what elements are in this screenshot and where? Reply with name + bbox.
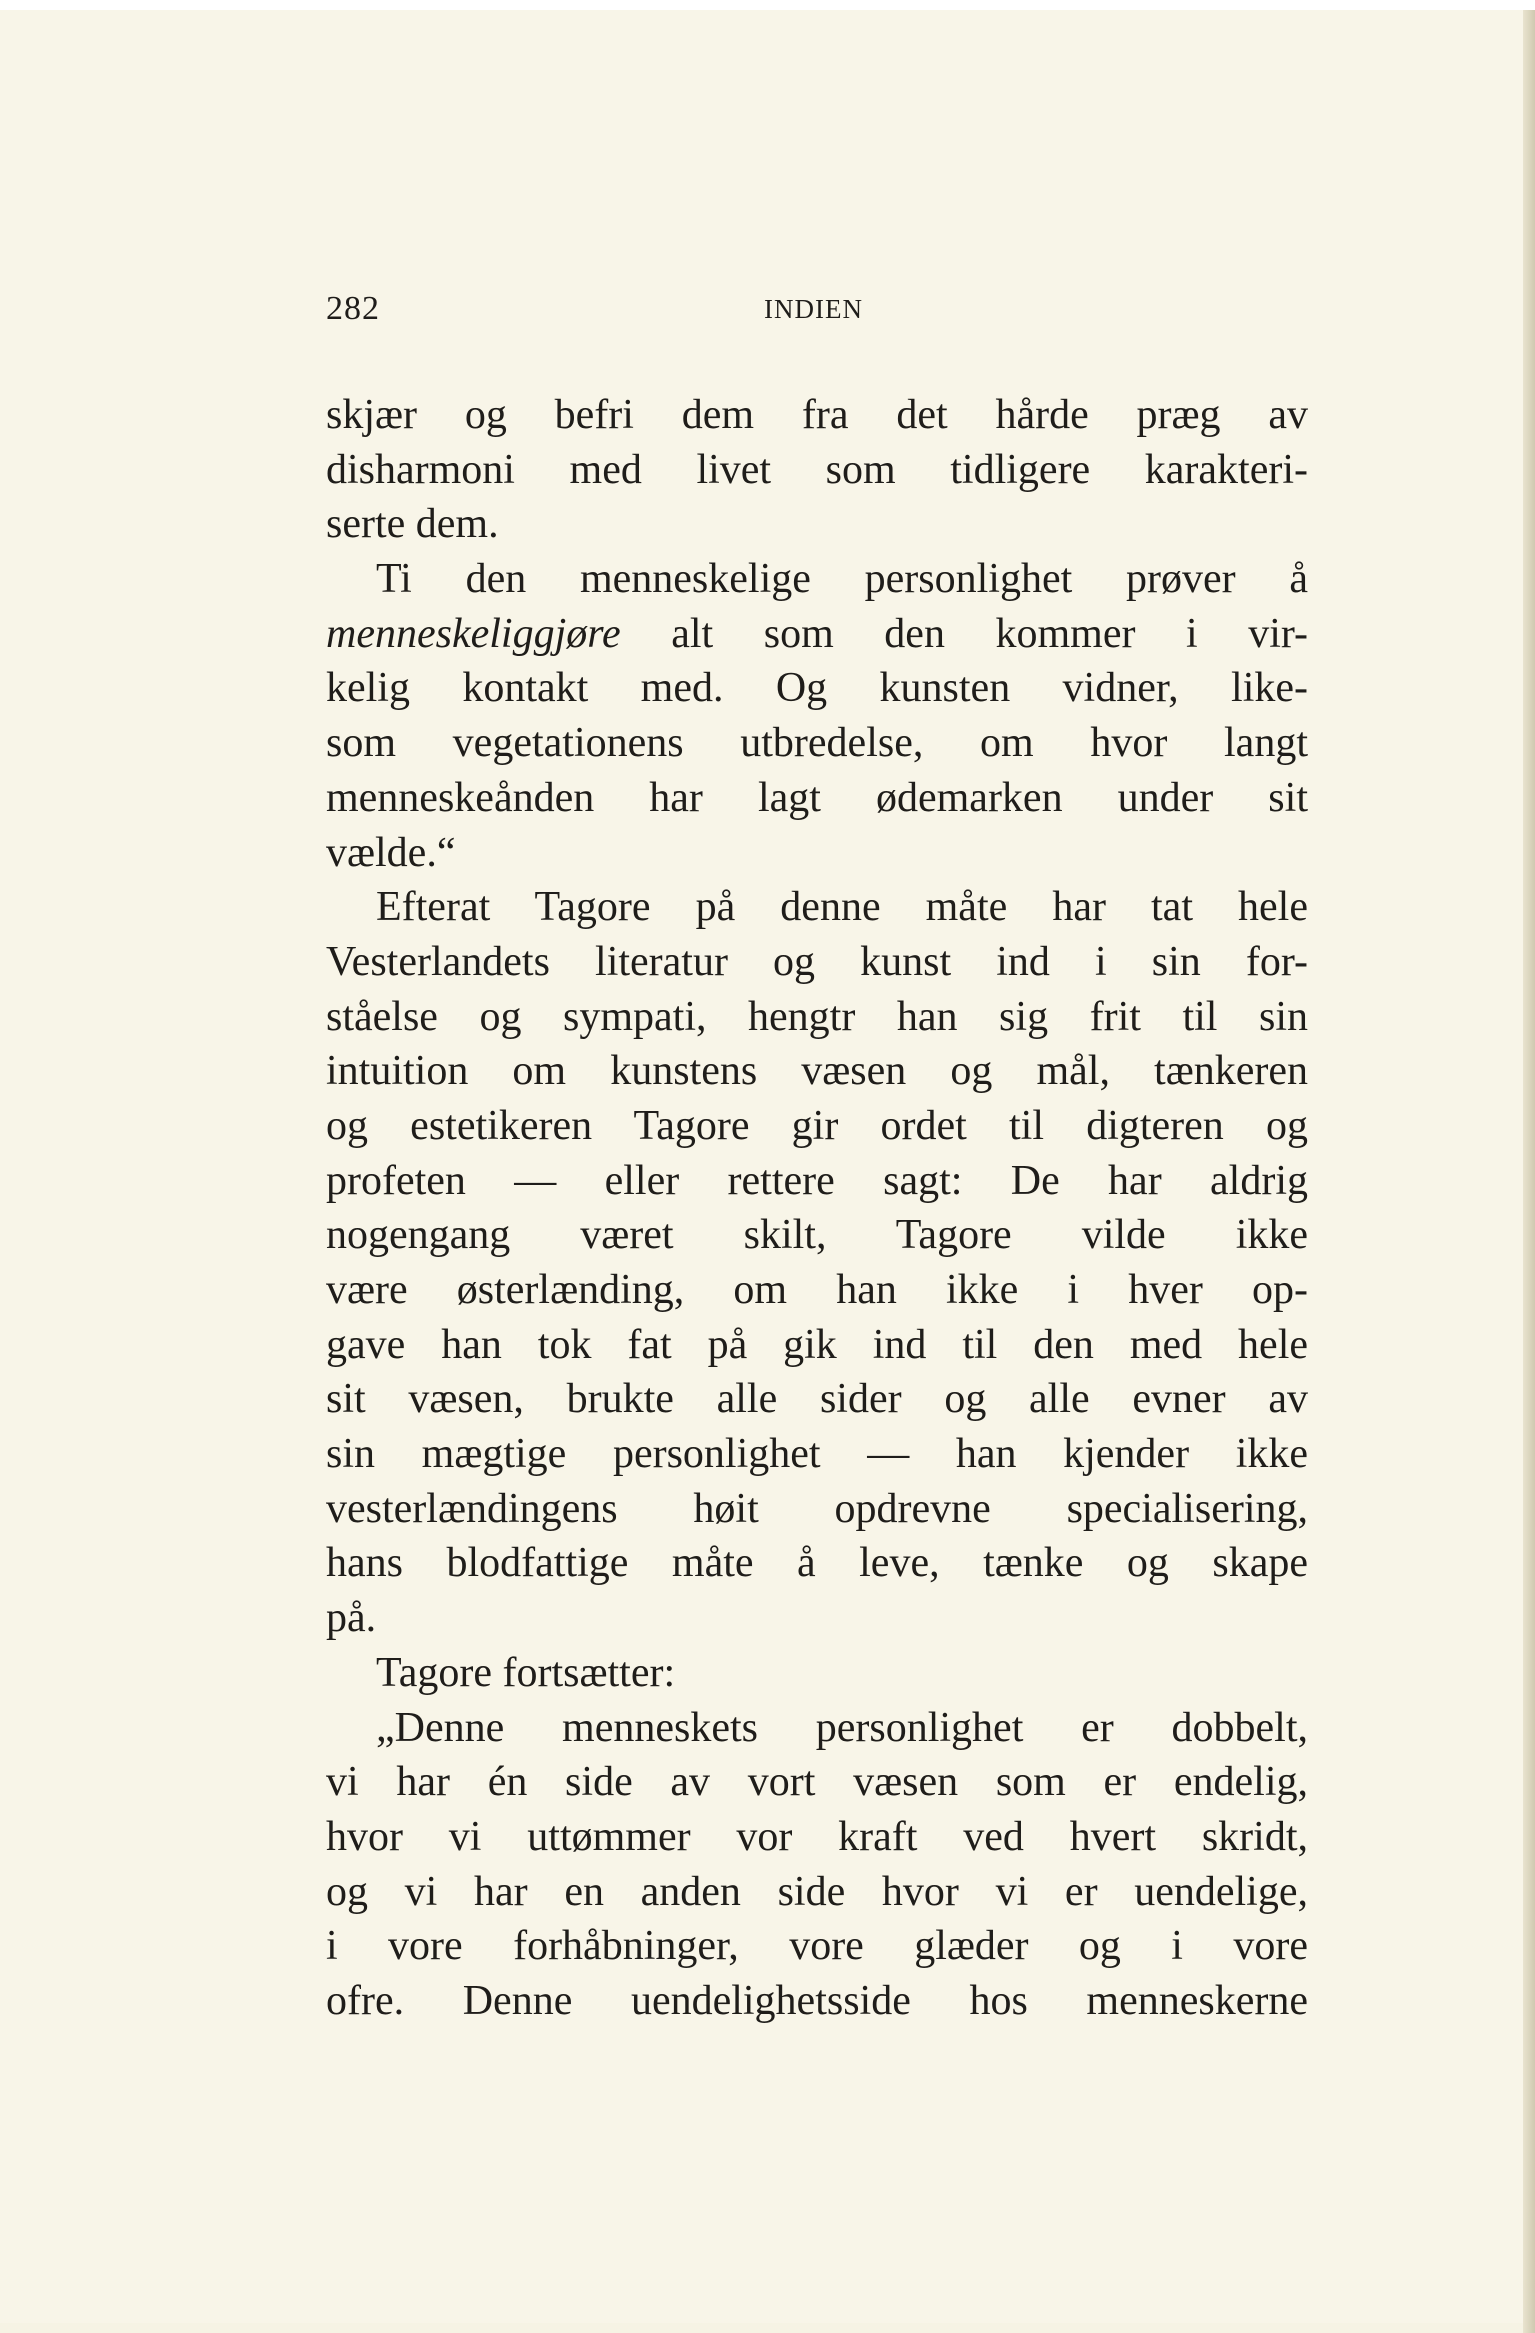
text-line: og estetikeren Tagore gir ordet til digteren og xyxy=(326,1102,1308,1149)
text-line: hvor vi uttømmer vor kraft ved hvert skridt, xyxy=(326,1813,1308,1860)
italic-word: menneskeliggjøre xyxy=(326,610,621,657)
text-line: ofre. Denne uendelighetsside hos menneskerne xyxy=(326,1977,1308,2024)
text-line: gave han tok fat på gik ind til den med hele xyxy=(326,1321,1308,1368)
text-line: vi har én side av vort væsen som er endelig, xyxy=(326,1759,1308,1806)
text-line: Vesterlandets literatur og kunst ind i sin for- xyxy=(326,938,1308,985)
text-line: intuition om kunstens væsen og mål, tænkeren xyxy=(326,1048,1308,1095)
body-text xyxy=(326,388,1308,2029)
text-line: og vi har en anden side hvor vi er uendelige, xyxy=(326,1868,1308,1915)
page-header xyxy=(326,290,1326,330)
text-line: skjær og befri dem fra det hårde præg av xyxy=(326,392,1308,438)
text-line: serte dem. xyxy=(326,501,499,548)
text-line: Ti den menneskelige personlighet prøver å xyxy=(376,556,1308,603)
text-fragment: alt som den kommer i vir- xyxy=(671,610,1308,657)
text-line: profeten — eller rettere sagt: De har aldrig xyxy=(326,1157,1308,1204)
text-line: ståelse og sympati, hengtr han sig frit til sin xyxy=(326,993,1308,1040)
text-line: på. xyxy=(326,1595,377,1642)
text-line: Efterat Tagore på denne måte har tat hele xyxy=(376,884,1308,931)
text-line: vælde.“ xyxy=(326,829,456,876)
text-line: menneskeånden har lagt ødemarken under sit xyxy=(326,774,1308,821)
text-line: i vore forhåbninger, vore glæder og i vore xyxy=(326,1923,1308,1970)
text-line: „Denne menneskets personlighet er dobbelt, xyxy=(376,1704,1308,1751)
page-number: 282 xyxy=(326,290,380,327)
text-line: disharmoni med livet som tidligere karakteri- xyxy=(326,446,1308,493)
text-line: som vegetationens utbredelse, om hvor langt xyxy=(326,720,1308,767)
text-line: være østerlænding, om han ikke i hver op- xyxy=(326,1267,1308,1313)
text-line: hans blodfattige måte å leve, tænke og skape xyxy=(326,1540,1308,1587)
text-line: vesterlændingens høit opdrevne specialisering, xyxy=(326,1485,1308,1532)
text-line-with-italic xyxy=(326,607,1308,662)
running-head: INDIEN xyxy=(764,294,863,324)
text-line: nogengang været skilt, Tagore vilde ikke xyxy=(326,1212,1308,1259)
text-line: kelig kontakt med. Og kunsten vidner, like- xyxy=(326,665,1308,712)
text-line: sin mægtige personlighet — han kjender ikke xyxy=(326,1431,1308,1478)
text-line: Tagore fortsætter: xyxy=(376,1649,676,1696)
page-edge-shadow xyxy=(1523,10,1535,2333)
text-line: sit væsen, brukte alle sider og alle evner av xyxy=(326,1376,1308,1423)
